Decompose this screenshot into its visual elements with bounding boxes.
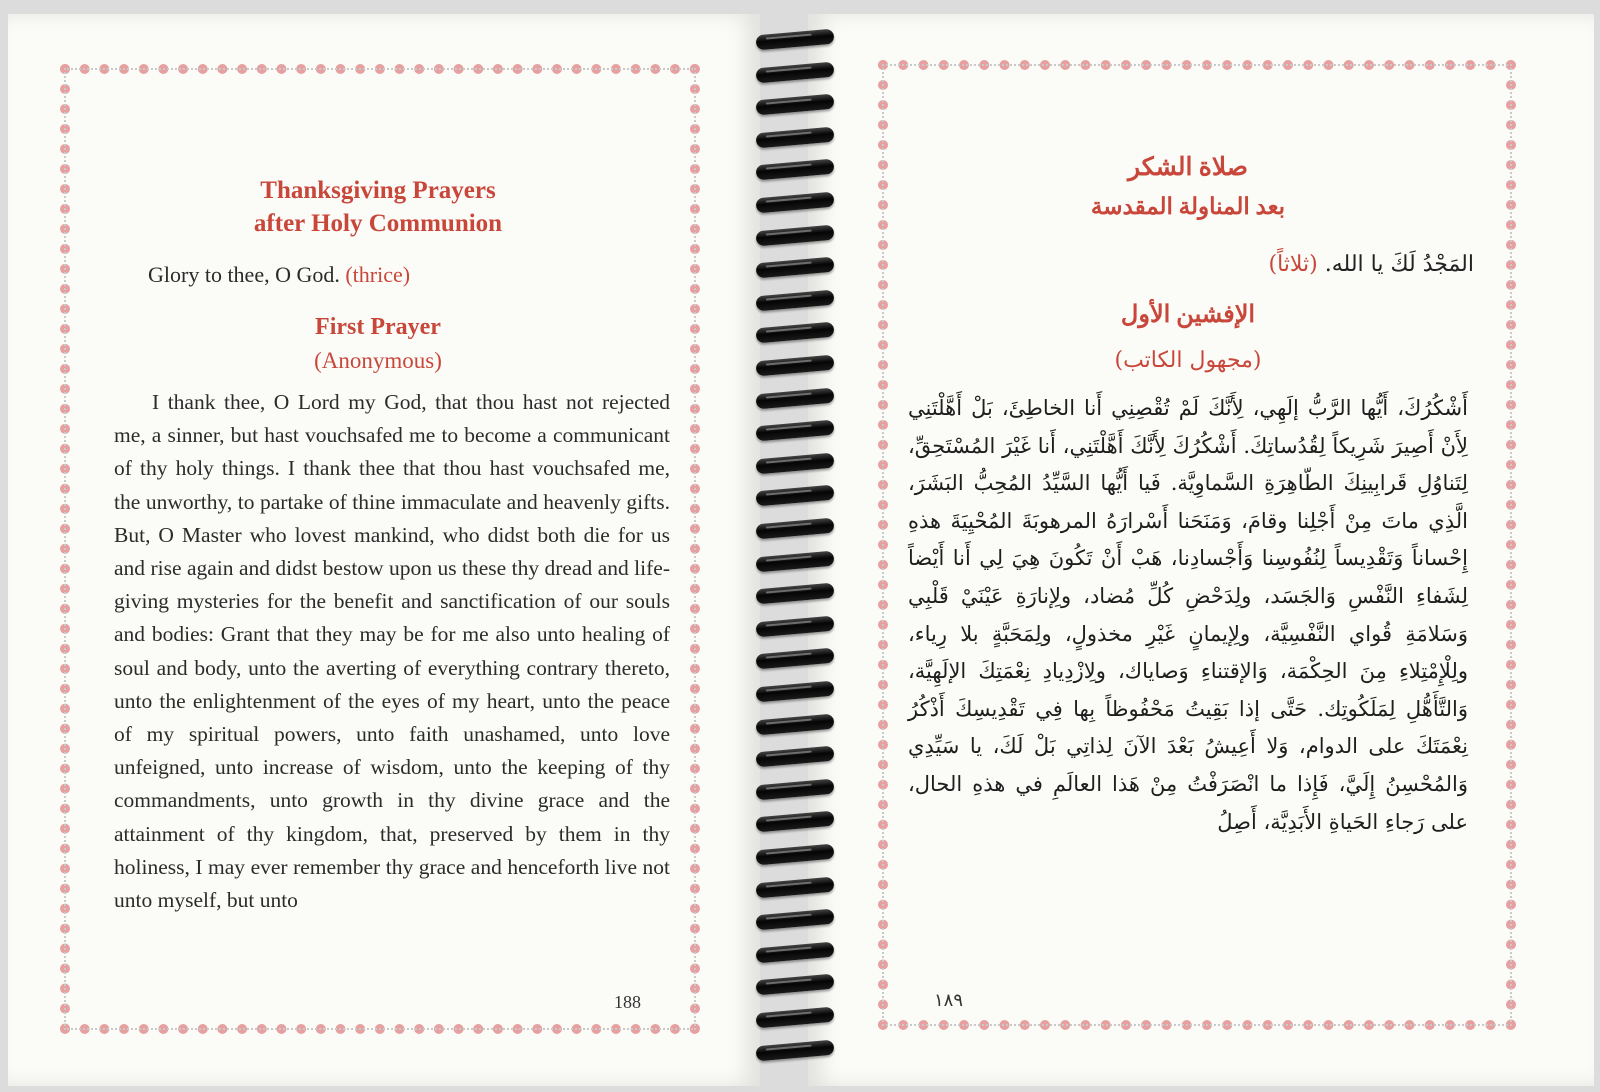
- prayer-subtitle: (Anonymous): [314, 348, 442, 373]
- spiral-coil: [755, 811, 834, 833]
- spiral-coil: [755, 1039, 834, 1061]
- title-line-1: Thanksgiving Prayers: [260, 177, 496, 204]
- spiral-coil: [755, 29, 834, 51]
- arabic-prayer-body: أَشْكُرُكَ، أَيُّها الرَّبُّ إلَهِي، لِأَنَّكَ لَمْ تُقْصِنِي أَنا الخاطِئَ، بَلْ أَهَّلْتَنِي لِأَنْ أَصِيرَ شَرِيكاً لِقُدُساتِكَ. أَشْكُرُكَ لِأَنَّكَ أَهَّلْتَنِي، أَنا غَيْرَ المُسْتَحِقِّ، لِتَناوُلِ قَرابِينِكَ الطّاهِرَةِ السَّماوِيَّة. فَيا أَيُّها السَّيِّدُ المُحِبُّ البَشَرَ، الَّذِي ماتَ مِنْ أَجْلِنا وقامَ، وَمَنَحَنا أَسْرارَهُ المرهوبَةَ المُحْيِيَةَ هذهِ إِحْساناً وَتَقْدِيساً لِنُفُوسِنا وَأَجْسادِنا، هَبْ أَنْ تَكُونَ هِيَ لِي أَنا أَيْضاً لِشَفاءِ النَّفْسِ وَالجَسَد، ولِدَحْضِ كُلِّ مُضاد، ولِإنارَةِ عَيْنَيْ قَلْبِي وَسَلامَةِ قُواي النَّفْسِيَّة، ولِإيمانٍ غَيْرِ مخذولٍ، ولِمَحَبَّةٍ بلا رِياء، ولِلْإِمْتِلاءِ مِنَ الحِكْمَة، وَالإقتناءِ وَصاياك، ولِازْدِيادِ نِعْمَتِكَ الإلَهِيَّة، وَالتَّأَهُّلِ لِمَلَكُوتِك. حَتَّى إذا بَقِيتُ مَحْفُوظاً بِها فِي تَقْدِيسِكَ أَذْكُرُ نِعْمَتَكَ على الدوام، وَلا أَعِيشُ بَعْدَ الآنَ لِذاتِي بَلْ لَكَ، يا سَيِّدِي وَالمُحْسِنُ إِلَيَّ، فَإِذا ما انْصَرَفْتُ مِنْ هَذا العالَمِ في هذهِ الحال، على رَجاءِ الحَياةِ الأَبَدِيَّة، أَصِلُ: [908, 396, 1468, 834]
- prayer-title: First Prayer: [315, 314, 441, 340]
- arabic-title-line-2: بعد المناولة المقدسة: [1090, 194, 1286, 219]
- spiral-coil: [755, 224, 834, 246]
- spiral-coil: [755, 974, 834, 996]
- title-line-2: after Holy Communion: [253, 210, 503, 237]
- spiral-coil: [755, 94, 834, 116]
- arabic-glory-line: [1269, 252, 1474, 277]
- arabic-glory-note: (ثلاثاً): [1268, 252, 1318, 277]
- spiral-coil: [755, 844, 834, 866]
- glory-note: (thrice): [345, 262, 411, 287]
- spiral-coil: [755, 322, 834, 344]
- spiral-binding: [752, 20, 836, 1080]
- spiral-coil: [755, 61, 834, 83]
- spiral-coil: [755, 941, 834, 963]
- spiral-coil: [755, 681, 834, 703]
- spiral-coil: [755, 615, 834, 637]
- spiral-coil: [755, 452, 834, 474]
- spiral-coil: [755, 713, 834, 735]
- spiral-coil: [755, 909, 834, 931]
- spiral-coil: [755, 746, 834, 768]
- right-page: [808, 14, 1594, 1086]
- spiral-coil: [755, 159, 834, 181]
- arabic-prayer-title: الإفشين الأول: [1120, 302, 1256, 328]
- page-number: 188: [608, 992, 647, 1013]
- spiral-coil: [755, 778, 834, 800]
- spiral-coil: [755, 485, 834, 507]
- prayer-body: I thank thee, O Lord my God, that thou hast not rejected me, a sinner, but hast vouchsafed me to become a communicant of thy holy things. I thank thee that thou hast vouchsafed me, the unworthy, to partake of thine immaculate and heavenly gifts. But, O Master who lovest mankind, who didst both die for us and rise again and didst bestow upon us these thy dread and life-giving mysteries for the benefit and sanctification of our souls and bodies: Grant that they may be for me also unto healing of soul and body, unto the averting of everything contrary thereto, unto the enlightenment of the eyes of my heart, unto the peace of my spiritual powers, unto faith unashamed, unto love unfeigned, unto increase of wisdom, unto the keeping of thy commandments, unto growth in thy divine grace and the attainment of thy kingdom, that, preserved by them in thy holiness, I may ever remember thy grace and henceforth live not unto myself, but unto: [114, 390, 670, 913]
- glory-line: [148, 262, 410, 288]
- spiral-coil: [755, 876, 834, 898]
- spiral-coil: [755, 648, 834, 670]
- spiral-coil: [755, 289, 834, 311]
- arabic-page-number: ١٨٩: [928, 990, 969, 1011]
- spiral-coil: [755, 387, 834, 409]
- spiral-coil: [755, 583, 834, 605]
- spiral-coil: [755, 192, 834, 214]
- spiral-coil: [755, 355, 834, 377]
- page-title: [88, 174, 668, 240]
- spiral-coil: [755, 257, 834, 279]
- spiral-coil: [755, 1007, 834, 1029]
- glory-text: Glory to thee, O God.: [148, 262, 340, 287]
- arabic-glory-text: المَجْدُ لَكَ يا الله.: [1324, 252, 1474, 277]
- arabic-prayer-subtitle: (مجهول الكاتب): [1114, 348, 1262, 373]
- spiral-coil: [755, 518, 834, 540]
- left-page: [8, 14, 760, 1086]
- spiral-coil: [755, 550, 834, 572]
- spiral-coil: [755, 126, 834, 148]
- arabic-title-line-1: صلاة الشكر: [1128, 154, 1248, 181]
- spiral-coil: [755, 420, 834, 442]
